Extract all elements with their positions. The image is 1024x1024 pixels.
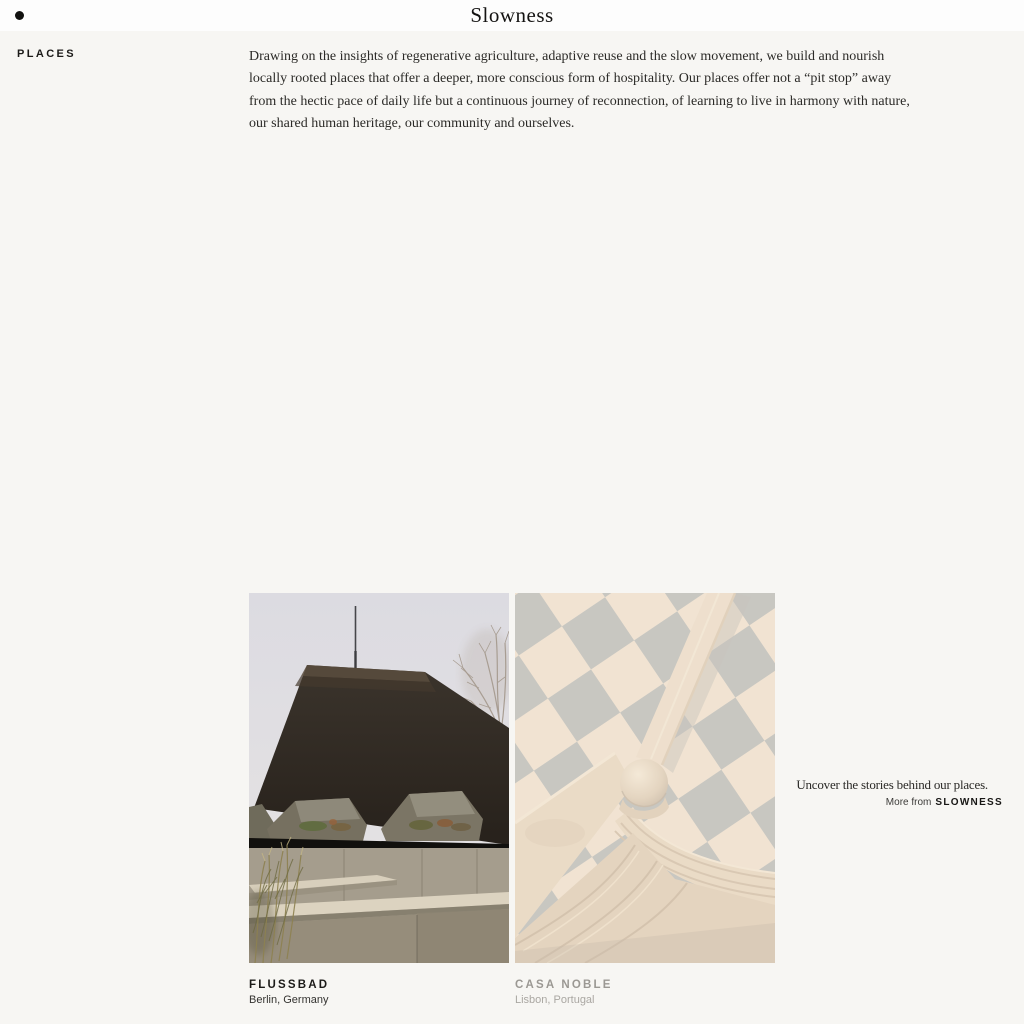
caption-flussbad: [249, 979, 509, 1006]
flussbad-photo: [249, 593, 509, 963]
intro-line: Drawing on the insights of regenerative agriculture, adaptive reuse and the slow movement, we build and nourish: [249, 49, 885, 64]
place-name-flussbad[interactable]: FLUSSBAD: [249, 979, 330, 991]
caption-casa-noble: [515, 979, 775, 1006]
more-from-slowness-link[interactable]: [703, 797, 1003, 808]
intro-line: from the hectic pace of daily life but a continuous journey of reconnection, of learning to live in harmony with nature,: [249, 93, 910, 109]
section-label-places[interactable]: PLACES: [17, 48, 77, 60]
intro-paragraph: [249, 46, 910, 136]
intro-line: locally rooted places that offer a deeper, more conscious form of hospitality. Our places offer not a “pit stop” away: [249, 71, 892, 87]
more-from-prefix: More from: [885, 797, 932, 808]
top-bar: [0, 0, 1024, 31]
place-location-flussbad: Berlin, Germany: [249, 994, 329, 1006]
brand-name: SLOWNESS: [935, 797, 1003, 808]
site-title[interactable]: Slowness: [470, 3, 554, 27]
place-card-flussbad[interactable]: [249, 593, 509, 963]
aside-block: [703, 777, 1003, 808]
intro-line: our shared human heritage, our community and ourselves.: [249, 116, 575, 132]
place-name-casa-noble[interactable]: CASA NOBLE: [515, 979, 613, 991]
place-location-casa-noble: Lisbon, Portugal: [515, 994, 595, 1006]
aside-text: Uncover the stories behind our places.: [796, 777, 988, 792]
